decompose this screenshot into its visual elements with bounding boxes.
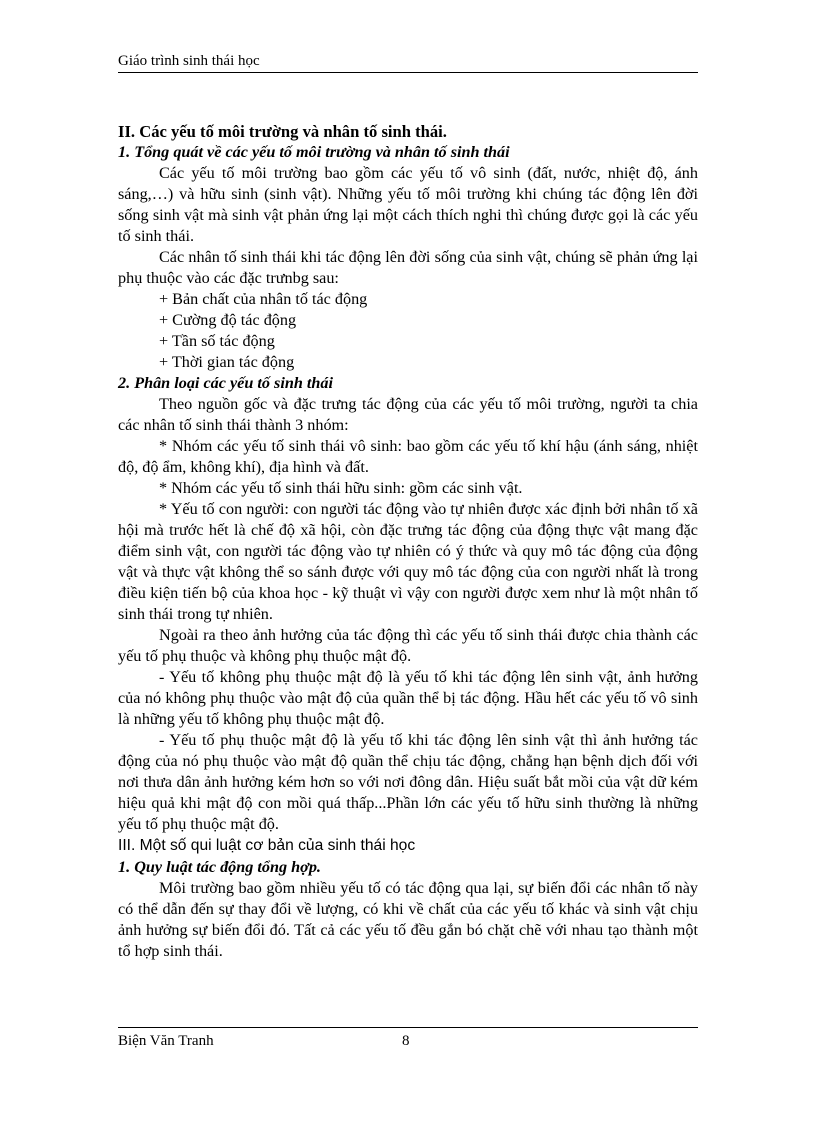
paragraph: - Yếu tố phụ thuộc mật độ là yếu tố khi tác động lên sinh vật thì ảnh hưởng tác động của nó phụ thuộc vào mật độ quần thể chịu tác động, chẳng hạn bệnh dịch đối với nơi thưa dân ảnh hưởng kém hơn so với nơi đông dân. Hiệu suất bắt mồi của vật dữ kém hiệu quả khi mật độ con mồi quá thấp...Phần lớn các yếu tố hữu sinh thường là những yếu tố phụ thuộc mật độ. [118,731,698,833]
paragraph: Môi trường bao gồm nhiều yếu tố có tác động qua lại, sự biến đổi các nhân tố này có thể dẫn đến sự thay đổi về lượng, có khi về chất của các yếu tố khác và sinh vật chịu ảnh hưởng sự biến đổi đó. Tất cả các yếu tố đều gắn bó chặt chẽ với nhau tạo thành một tổ hợp sinh thái. [118,879,698,960]
subsection-heading-iii-1: 1. Quy luật tác động tổng hợp. [118,858,321,876]
paragraph: Theo nguồn gốc và đặc trưng tác động của các yếu tố môi trường, người ta chia các nhân tố sinh thái thành 3 nhóm: [118,395,698,434]
page-content [118,121,698,962]
list-item: + Bản chất của nhân tố tác động [159,290,368,308]
subsection-heading-ii-1: 1. Tổng quát về các yếu tố môi trường và nhân tố sinh thái [118,143,510,161]
paragraph: Các yếu tố môi trường bao gồm các yếu tố vô sinh (đất, nước, nhiệt độ, ánh sáng,…) và hữu sinh (sinh vật). Những yếu tố môi trường khi chúng tác động lên đời sống sinh vật mà sinh vật phản ứng lại một cách thích nghi thì chúng được gọi là các yếu tố sinh thái. [118,164,698,245]
section-heading-iii: III. Một số qui luật cơ bản của sinh thái học [118,837,416,854]
list-item: + Cường độ tác động [159,311,297,329]
paragraph: Ngoài ra theo ảnh hưởng của tác động thì các yếu tố sinh thái được chia thành các yếu tố phụ thuộc và không phụ thuộc mật độ. [118,626,698,665]
subsection-heading-ii-2: 2. Phân loại các yếu tố sinh thái [118,374,333,392]
section-heading-ii: II. Các yếu tố môi trường và nhân tố sinh thái. [118,122,447,141]
paragraph: * Yếu tố con người: con người tác động vào tự nhiên được xác định bởi nhân tố xã hội mà trước hết là chế độ xã hội, còn đặc trưng tác động của động thực vật mang đặc điểm sinh vật, con người tác động vào tự nhiên có ý thức và quy mô tác động của động vật và thực vật không thể so sánh được với quy mô tác động của con người nhất là trong điều kiện tiến bộ của khoa học - kỹ thuật vì vậy con người được xem như là một nhân tố sinh thái trong tự nhiên. [118,500,698,623]
list-item: + Tần số tác động [159,332,275,350]
header-rule [118,72,698,73]
paragraph: - Yếu tố không phụ thuộc mật độ là yếu tố khi tác động lên sinh vật, ảnh hưởng của nó không phụ thuộc vào mật độ của quần thể bị tác động. Hầu hết các yếu tố vô sinh là những yếu tố không phụ thuộc mật độ. [118,668,698,728]
footer-author: Biện Văn Tranh [118,1033,214,1049]
footer-rule [118,1027,698,1028]
running-header: Giáo trình sinh thái học [118,53,260,69]
page-number: 8 [402,1033,410,1049]
paragraph: Các nhân tố sinh thái khi tác động lên đời sống của sinh vật, chúng sẽ phản ứng lại phụ thuộc vào các đặc trưnbg sau: [118,248,698,287]
list-item: + Thời gian tác động [159,353,295,371]
paragraph: * Nhóm các yếu tố sinh thái hữu sinh: gồm các sinh vật. [159,479,523,497]
paragraph: * Nhóm các yếu tố sinh thái vô sinh: bao gồm các yếu tố khí hậu (ánh sáng, nhiệt độ, độ ẩm, không khí), địa hình và đất. [118,437,698,476]
